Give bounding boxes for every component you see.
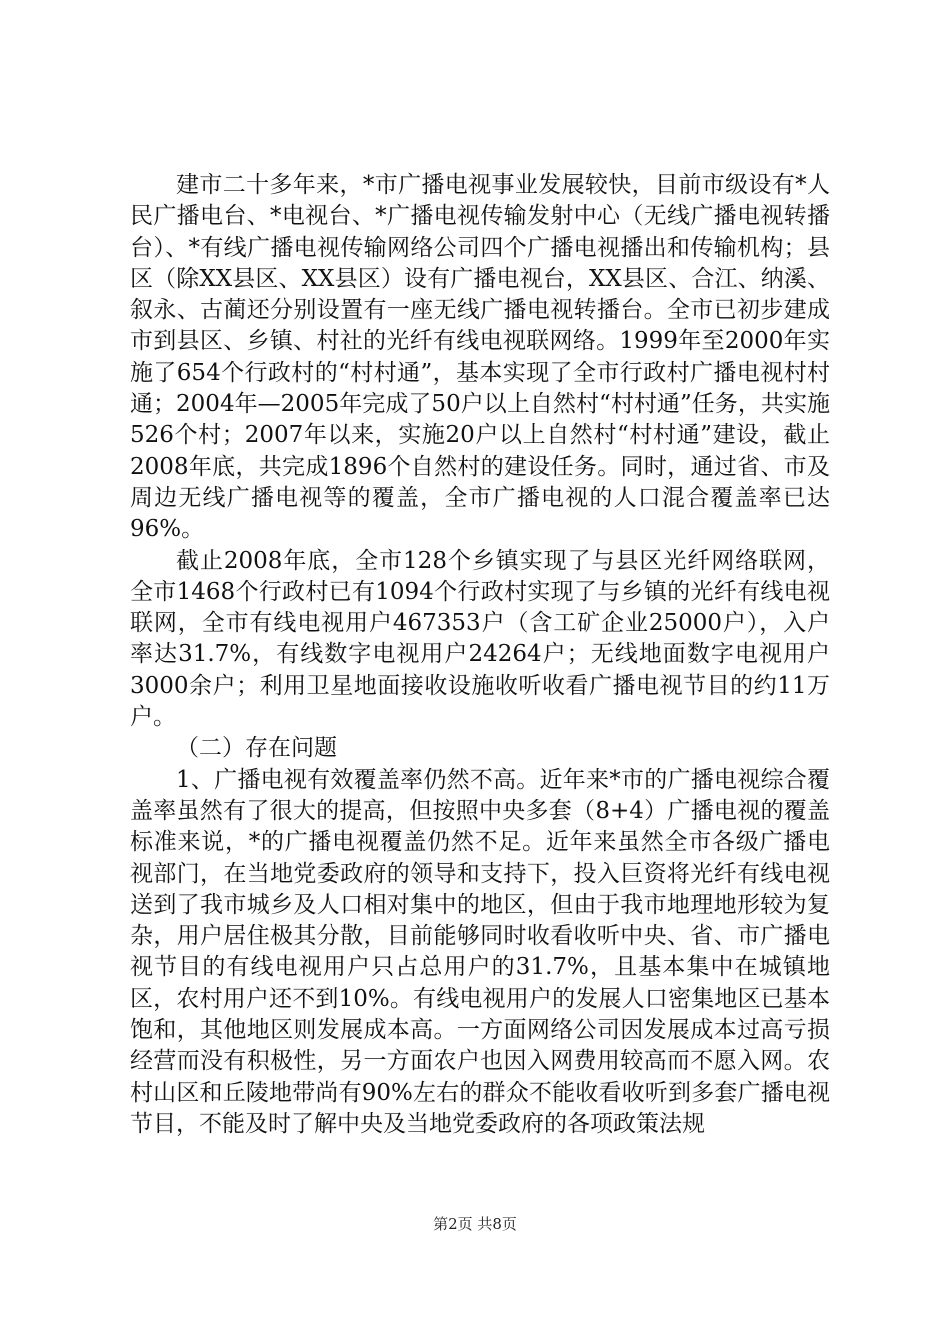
document-body — [130, 170, 830, 1140]
page-footer: 第2页 共8页 — [433, 1215, 517, 1233]
section-heading-problems: （二）存在问题 — [176, 735, 337, 762]
paragraph-overview: 建市二十多年来，*市广播电视事业发展较快，目前市级设有*人民广播电台、*电视台、*广播电视传输发射中心（无线广播电视转播台）、*有线广播电视传输网络公司四个广播电视播出和传输机构；县区（除XX县区、XX县区）设有广播电视台，XX县区、合江、纳溪、叙永、古蔺还分别设置有一座无线广播电视转播台。全市已初步建成市到县区、乡镇、村社的光纤有线电视联网络。1999年至2000年实施了654个行政村的“村村通”，基本实现了全市行政村广播电视村村通；2004年—2005年完成了50户以上自然村“村村通”任务，共实施526个村；2007年以来，实施20户以上自然村“村村通”建设，截止2008年底，共完成1896个自然村的建设任务。同时，通过省、市及周边无线广播电视等的覆盖，全市广播电视的人口混合覆盖率已达96%。 — [130, 172, 830, 543]
paragraph-statistics: 截止2008年底，全市128个乡镇实现了与县区光纤网络联网，全市1468个行政村已有1094个行政村实现了与乡镇的光纤有线电视联网，全市有线电视用户467353户（含工矿企业25000户），入户率达31.7%，有线数字电视用户24264户；无线地面数字电视用户3000余户；利用卫星地面接收设施收听收看广播电视节目的约11万户。 — [130, 547, 830, 731]
paragraph-coverage-issue: 1、广播电视有效覆盖率仍然不高。近年来*市的广播电视综合覆盖率虽然有了很大的提高，但按照中央多套（8+4）广播电视的覆盖标准来说，*的广播电视覆盖仍然不足。近年来虽然全市各级广播电视部门，在当地党委政府的领导和支持下，投入巨资将光纤有线电视送到了我市城乡及人口相对集中的地区，但由于我市地理地形较为复杂，用户居住极其分散，目前能够同时收看收听中央、省、市广播电视节目的有线电视用户只占总用户的31.7%，且基本集中在城镇地区，农村用户还不到10%。有线电视用户的发展人口密集地区已基本饱和，其他地区则发展成本高。一方面网络公司因发展成本过高亏损经营而没有积极性，另一方面农户也因入网费用较高而不愿入网。农村山区和丘陵地带尚有90%左右的群众不能收看收听到多套广播电视节目，不能及时了解中央及当地党委政府的各项政策法规 — [130, 766, 830, 1137]
